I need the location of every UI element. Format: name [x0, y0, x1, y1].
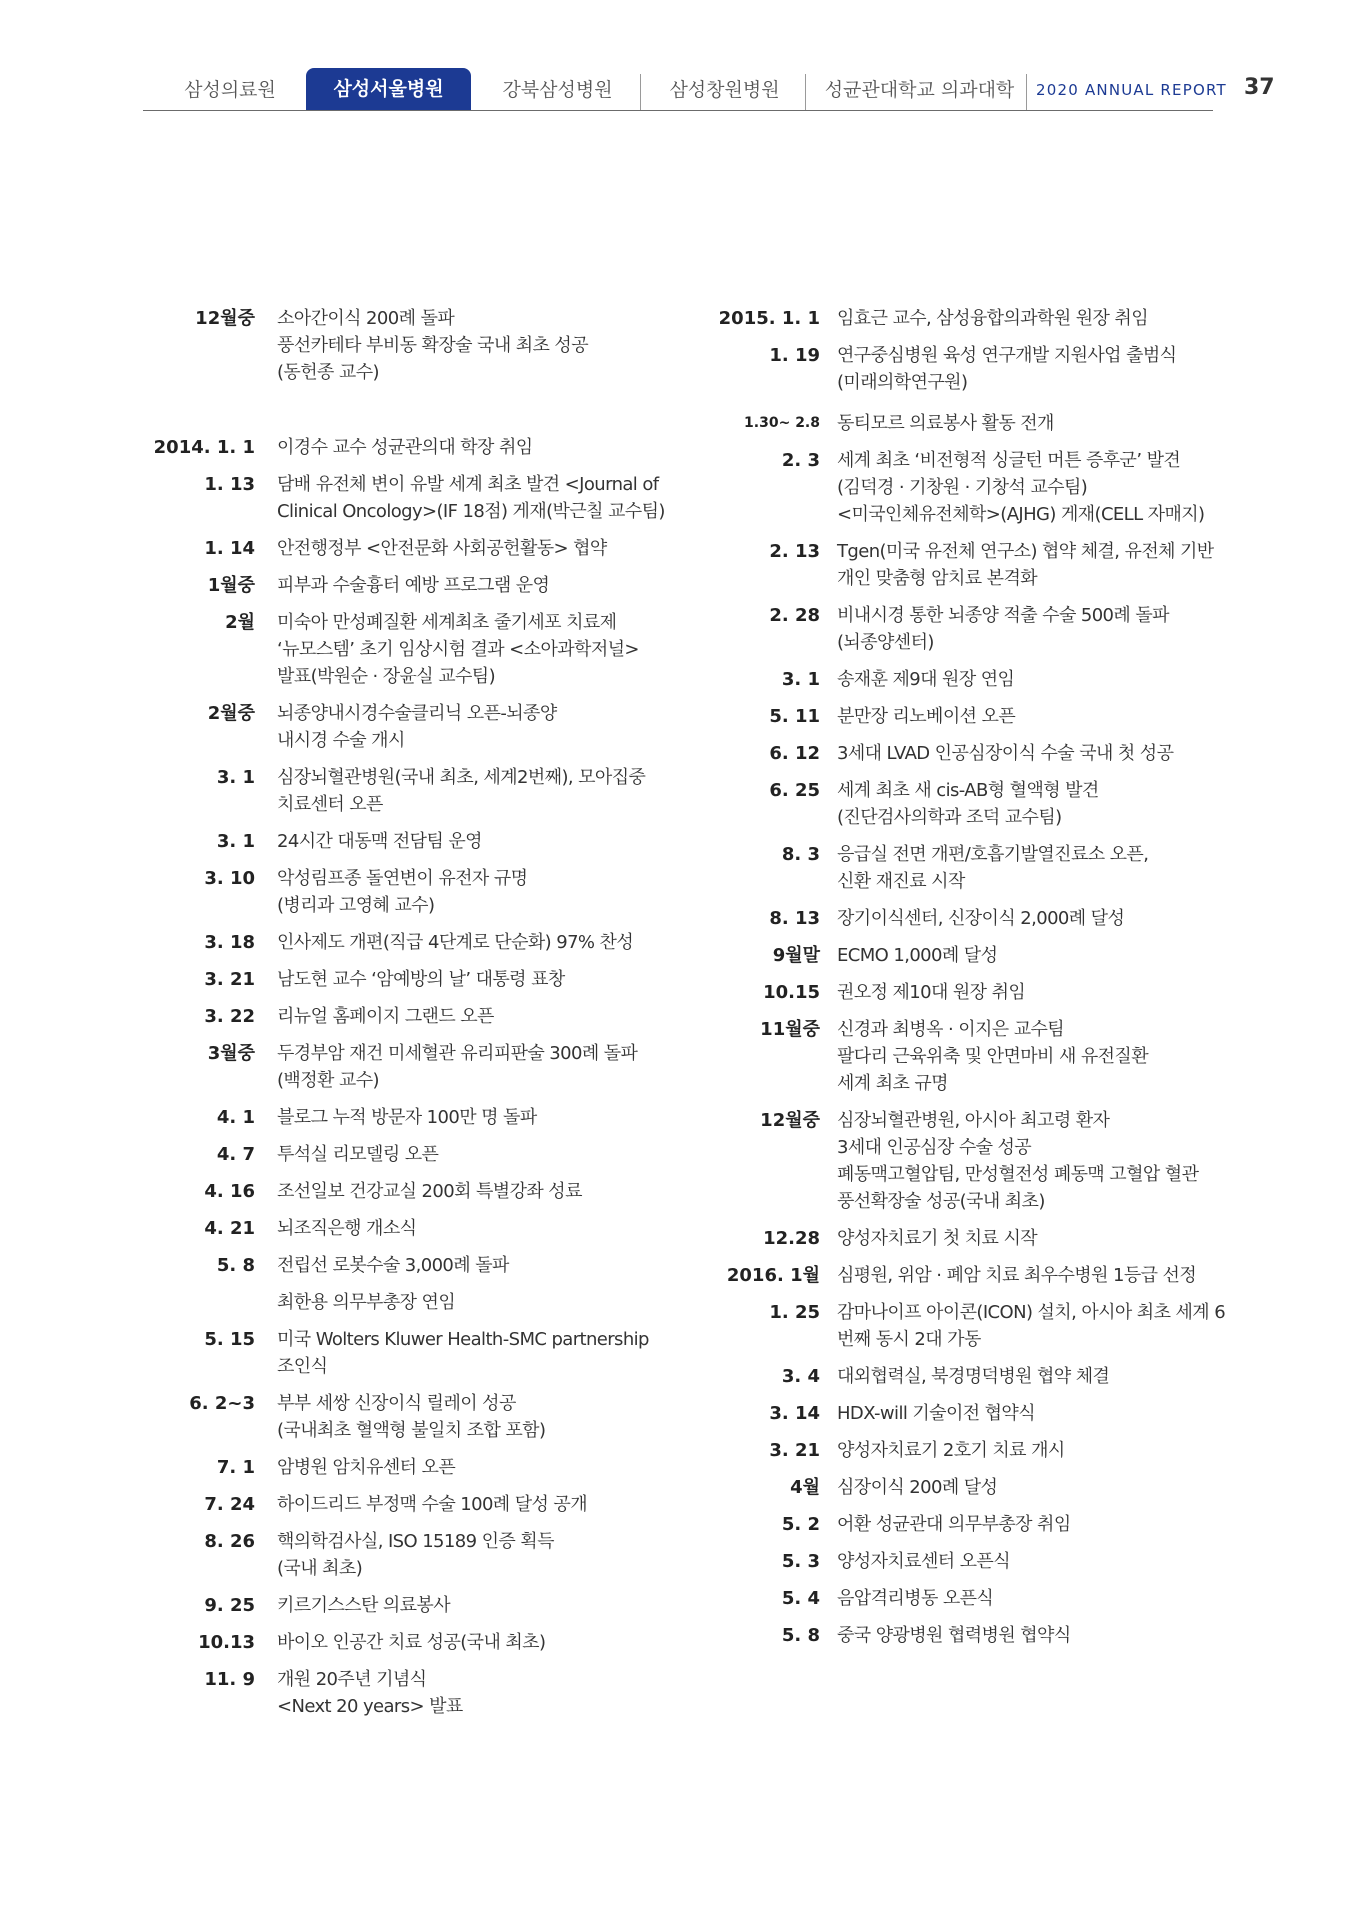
timeline-entry: [0, 1666, 680, 1720]
tab-divider: [1026, 74, 1027, 110]
entry-line: 미숙아 만성폐질환 세계최초 줄기세포 치료제: [277, 612, 617, 633]
entry-line: 두경부암 재건 미세혈관 유리피판술 300례 돌파: [277, 1043, 638, 1064]
entry-line: 키르기스스탄 의료봉사: [277, 1595, 451, 1616]
entry-line: 최한용 의무부총장 연임: [277, 1292, 456, 1313]
timeline-entry: [680, 447, 1240, 528]
entry-date: 2014. 1. 1: [153, 437, 255, 458]
entry-date: 10.13: [198, 1632, 255, 1653]
timeline-entry: [0, 1629, 680, 1656]
entry-line: 리뉴얼 홈페이지 그랜드 오픈: [277, 1006, 494, 1027]
entry-line: (동헌종 교수): [277, 362, 379, 383]
entry-text: [277, 929, 680, 956]
entry-line: 하이드리드 부정맥 수술 100례 달성 공개: [277, 1494, 587, 1515]
timeline-entry: [0, 700, 680, 754]
entry-line: 양성자치료기 첫 치료 시작: [837, 1228, 1038, 1249]
entry-date: 3. 1: [216, 831, 255, 852]
entry-text: [837, 1016, 1240, 1097]
entry-text: [277, 1528, 680, 1582]
entry-date: 5. 8: [216, 1255, 255, 1276]
timeline-entry: [0, 966, 680, 993]
entry-date: 9. 25: [204, 1595, 255, 1616]
timeline-entry: [680, 342, 1240, 396]
entry-line: <Next 20 years> 발표: [277, 1696, 463, 1717]
entry-line: ECMO 1,000례 달성: [837, 945, 998, 966]
entry-date: 9월말: [772, 945, 820, 966]
entry-text: [277, 1454, 680, 1481]
timeline-entry: [680, 1622, 1240, 1649]
timeline-entry: [0, 1390, 680, 1444]
timeline-entry: [680, 1016, 1240, 1097]
timeline-entry: [680, 1437, 1240, 1464]
entry-line: (뇌종양센터): [837, 632, 934, 653]
timeline-entry: [680, 1511, 1240, 1538]
entry-text: [277, 572, 680, 599]
entry-date: 3. 18: [204, 932, 255, 953]
timeline-entry: [0, 1528, 680, 1582]
entry-date: 3. 14: [769, 1403, 820, 1424]
entry-date: 1. 13: [204, 474, 255, 495]
entry-line: 악성림프종 돌연변이 유전자 규명: [277, 868, 528, 889]
entry-text: [837, 666, 1240, 693]
entry-text: [277, 471, 680, 525]
timeline-entry: [680, 1400, 1240, 1427]
timeline-entry: [680, 1548, 1240, 1575]
timeline-entry: [0, 1040, 680, 1094]
entry-date: 8. 26: [204, 1531, 255, 1552]
entry-text: [837, 1299, 1240, 1353]
entry-date: 2. 28: [769, 605, 820, 626]
entry-date: 3. 1: [781, 669, 820, 690]
entry-text: [837, 1225, 1240, 1252]
entry-date: 1. 14: [204, 538, 255, 559]
page-number: 37: [1244, 75, 1275, 100]
timeline-entry: [680, 1107, 1240, 1215]
timeline-entry: [0, 764, 680, 818]
entry-text: [277, 1003, 680, 1030]
page-header: [0, 0, 1357, 120]
entry-date: 2. 13: [769, 541, 820, 562]
entry-date: 2016. 1월: [726, 1265, 820, 1286]
timeline-entry: [0, 1289, 680, 1316]
entry-line: (국내최초 혈액형 불일치 조합 포함): [277, 1420, 546, 1441]
entry-text: [277, 1252, 680, 1279]
entry-date: 3. 21: [769, 1440, 820, 1461]
tab-samsung-changwon-hospital[interactable]: 삼성창원병원: [669, 79, 780, 101]
entry-line: 소아간이식 200례 돌파: [277, 308, 455, 329]
timeline-entry: [0, 1003, 680, 1030]
entry-line: 담배 유전체 변이 유발 세계 최초 발견 <Journal of: [277, 474, 659, 495]
entry-date: 5. 11: [769, 706, 820, 727]
entry-line: 미국 Wolters Kluwer Health-SMC partnership: [277, 1329, 649, 1350]
entry-text: [837, 942, 1240, 969]
entry-line: 심장이식 200례 달성: [837, 1477, 998, 1498]
entry-date: 1.30~ 2.8: [744, 415, 820, 431]
timeline-entry: [0, 1252, 680, 1279]
entry-line: 심장뇌혈관병원(국내 최초, 세계2번째), 모아집중: [277, 767, 646, 788]
entry-date: 5. 4: [781, 1588, 820, 1609]
entry-text: [837, 342, 1240, 396]
entry-line: 동티모르 의료봉사 활동 전개: [837, 413, 1054, 434]
entry-text: [837, 1107, 1240, 1215]
entry-line: 신환 재진료 시작: [837, 871, 965, 892]
entry-text: [837, 538, 1240, 592]
entry-date: 2월중: [207, 703, 255, 724]
timeline-entry: [0, 865, 680, 919]
report-title: 2020 ANNUAL REPORT: [1036, 81, 1227, 99]
entry-line: 양성자치료센터 오픈식: [837, 1551, 1011, 1572]
entry-line: 세계 최초 새 cis-AB형 혈액형 발견: [837, 780, 1099, 801]
entry-text: [837, 740, 1240, 767]
entry-text: [837, 410, 1240, 437]
header-rule: [143, 110, 1213, 111]
entry-line: 풍선카테타 부비동 확장술 국내 최초 성공: [277, 335, 589, 356]
entry-line: 개원 20주년 기념식: [277, 1669, 427, 1690]
entry-line: 임효근 교수, 삼성융합의과학원 원장 취임: [837, 308, 1149, 329]
entry-date: 5. 2: [781, 1514, 820, 1535]
timeline-entry: [0, 929, 680, 956]
entry-date: 12월중: [760, 1110, 820, 1131]
entry-text: [837, 1622, 1240, 1649]
entry-line: 분만장 리노베이션 오픈: [837, 706, 1016, 727]
entry-line: 풍선확장술 성공(국내 최초): [837, 1191, 1045, 1212]
entry-text: [277, 865, 680, 919]
entry-line: 부부 세쌍 신장이식 릴레이 성공: [277, 1393, 516, 1414]
tab-skku-medicine[interactable]: 성균관대학교 의과대학: [824, 79, 1015, 101]
entry-line: (국내 최초): [277, 1558, 363, 1579]
entry-line: 치료센터 오픈: [277, 794, 383, 815]
entry-text: [277, 434, 680, 461]
entry-date: 8. 13: [769, 908, 820, 929]
entry-date: 6. 25: [769, 780, 820, 801]
entry-date: 3. 21: [204, 969, 255, 990]
entry-text: [277, 1141, 680, 1168]
entry-date: 4. 1: [216, 1107, 255, 1128]
timeline-entry: [680, 1262, 1240, 1289]
entry-date: 10.15: [763, 982, 820, 1003]
entry-line: 음압격리병동 오픈식: [837, 1588, 994, 1609]
entry-date: 6. 12: [769, 743, 820, 764]
timeline-entry: [680, 1474, 1240, 1501]
entry-date: 5. 3: [781, 1551, 820, 1572]
entry-line: 안전행정부 <안전문화 사회공헌활동> 협약: [277, 538, 607, 559]
entry-line: 연구중심병원 육성 연구개발 지원사업 출범식: [837, 345, 1177, 366]
entry-date: 3. 1: [216, 767, 255, 788]
entry-line: 핵의학검사실, ISO 15189 인증 획득: [277, 1531, 554, 1552]
entry-line: 신경과 최병옥 · 이지은 교수팀: [837, 1019, 1065, 1040]
entry-text: [277, 1289, 680, 1316]
entry-line: 감마나이프 아이콘(ICON) 설치, 아시아 최초 세계 6: [837, 1302, 1226, 1323]
entry-date: 7. 24: [204, 1494, 255, 1515]
entry-line: 뇌종양내시경수술클리닉 오픈-뇌종양: [277, 703, 557, 724]
entry-date: 4. 16: [204, 1181, 255, 1202]
entry-line: ‘뉴모스템’ 초기 임상시험 결과 <소아과학저널>: [277, 639, 639, 660]
entry-line: Tgen(미국 유전체 연구소) 협약 체결, 유전체 기반: [837, 541, 1214, 562]
timeline-entry: [0, 434, 680, 461]
entry-text: [837, 1262, 1240, 1289]
timeline-entry: [0, 1326, 680, 1380]
entry-text: [837, 1437, 1240, 1464]
entry-line: HDX-will 기술이전 협약식: [837, 1403, 1036, 1424]
entry-line: 투석실 리모델링 오픈: [277, 1144, 439, 1165]
timeline-entry: [680, 602, 1240, 656]
entry-date: 2. 3: [781, 450, 820, 471]
entry-text: [837, 905, 1240, 932]
timeline-entry: [0, 609, 680, 690]
entry-date: 8. 3: [781, 844, 820, 865]
timeline-entry: [680, 1363, 1240, 1390]
timeline-entry: [0, 1215, 680, 1242]
entry-text: [837, 979, 1240, 1006]
entry-date: 5. 15: [204, 1329, 255, 1350]
entry-date: 3. 4: [781, 1366, 820, 1387]
entry-line: (병리과 고영혜 교수): [277, 895, 435, 916]
entry-line: 암병원 암치유센터 오픈: [277, 1457, 456, 1478]
timeline-entry: [0, 1141, 680, 1168]
tab-samsung-medical-center[interactable]: 삼성의료원: [184, 79, 276, 101]
entry-line: 응급실 전면 개편/호흡기발열진료소 오픈,: [837, 844, 1149, 865]
entry-date: 6. 2~3: [189, 1393, 255, 1414]
entry-text: [277, 1040, 680, 1094]
entry-line: 세계 최초 ‘비전형적 싱글턴 머튼 증후군’ 발견: [837, 450, 1181, 471]
entry-line: Clinical Oncology>(IF 18점) 게재(박근칠 교수팀): [277, 501, 665, 522]
timeline-entry: [680, 942, 1240, 969]
entry-text: [837, 447, 1240, 528]
entry-line: 바이오 인공간 치료 성공(국내 최초): [277, 1632, 546, 1653]
entry-date: 3월중: [207, 1043, 255, 1064]
entry-line: (백정환 교수): [277, 1070, 379, 1091]
entry-text: [277, 1390, 680, 1444]
entry-text: [277, 1104, 680, 1131]
timeline-entry: [680, 1299, 1240, 1353]
timeline-entry: [680, 841, 1240, 895]
entry-line: 조인식: [277, 1356, 328, 1377]
entry-line: 인사제도 개편(직급 4단계로 단순화) 97% 찬성: [277, 932, 634, 953]
entry-line: 심장뇌혈관병원, 아시아 최고령 환자: [837, 1110, 1110, 1131]
entry-text: [837, 1363, 1240, 1390]
entry-line: 팔다리 근육위축 및 안면마비 새 유전질환: [837, 1046, 1149, 1067]
timeline-entry: [680, 410, 1240, 437]
timeline-entry: [0, 471, 680, 525]
entry-date: 1. 25: [769, 1302, 820, 1323]
timeline-entry: [680, 979, 1240, 1006]
entry-text: [277, 609, 680, 690]
entry-text: [277, 1666, 680, 1720]
entry-text: [277, 1629, 680, 1656]
entry-line: <미국인체유전체학>(AJHG) 게재(CELL 자매지): [837, 504, 1205, 525]
entry-text: [277, 1326, 680, 1380]
timeline-entry: [0, 1491, 680, 1518]
entry-date: 2015. 1. 1: [718, 308, 820, 329]
entry-date: 7. 1: [216, 1457, 255, 1478]
timeline-entry: [680, 1225, 1240, 1252]
entry-text: [277, 764, 680, 818]
entry-text: [277, 700, 680, 754]
entry-line: 중국 양광병원 협력병원 협약식: [837, 1625, 1071, 1646]
entry-date: 11월중: [760, 1019, 820, 1040]
entry-date: 2월: [225, 612, 255, 633]
tab-samsung-seoul-hospital[interactable]: 삼성서울병원: [306, 68, 471, 110]
entry-line: 발표(박원순 · 장윤실 교수팀): [277, 666, 495, 687]
timeline-entry: [0, 1592, 680, 1619]
entry-date: 1월중: [207, 575, 255, 596]
timeline-entry: [680, 905, 1240, 932]
timeline-entry: [680, 305, 1240, 332]
timeline-left-column: [0, 305, 680, 1730]
entry-text: [837, 1511, 1240, 1538]
entry-date: 4. 7: [216, 1144, 255, 1165]
entry-line: 뇌조직은행 개소식: [277, 1218, 417, 1239]
entry-line: 이경수 교수 성균관의대 학장 취임: [277, 437, 533, 458]
entry-line: 블로그 누적 방문자 100만 명 돌파: [277, 1107, 537, 1128]
entry-line: 어환 성균관대 의무부총장 취임: [837, 1514, 1071, 1535]
entry-date: 4. 21: [204, 1218, 255, 1239]
entry-text: [837, 1548, 1240, 1575]
entry-text: [837, 703, 1240, 730]
entry-date: 1. 19: [769, 345, 820, 366]
entry-line: 조선일보 건강교실 200회 특별강좌 성료: [277, 1181, 582, 1202]
entry-text: [277, 1491, 680, 1518]
entry-date: 12.28: [763, 1228, 820, 1249]
entry-line: 장기이식센터, 신장이식 2,000례 달성: [837, 908, 1125, 929]
timeline-entry: [680, 740, 1240, 767]
entry-line: 3세대 LVAD 인공심장이식 수술 국내 첫 성공: [837, 743, 1174, 764]
timeline-entry: [680, 703, 1240, 730]
entry-line: 권오정 제10대 원장 취임: [837, 982, 1026, 1003]
entry-line: 피부과 수술흉터 예방 프로그램 운영: [277, 575, 550, 596]
timeline-entry: [680, 538, 1240, 592]
timeline-entry: [0, 305, 680, 386]
timeline-entry: [680, 666, 1240, 693]
entry-line: 3세대 인공심장 수술 성공: [837, 1137, 1032, 1158]
entry-line: (김덕경 · 기창원 · 기창석 교수팀): [837, 477, 1088, 498]
entry-line: (미래의학연구원): [837, 372, 968, 393]
entry-line: 세계 최초 규명: [837, 1073, 948, 1094]
entry-text: [837, 1400, 1240, 1427]
entry-text: [277, 1592, 680, 1619]
timeline-entry: [680, 777, 1240, 831]
entry-line: 폐동맥고혈압팀, 만성혈전성 폐동맥 고혈압 혈관: [837, 1164, 1199, 1185]
entry-text: [837, 1474, 1240, 1501]
entry-line: 비내시경 통한 뇌종양 적출 수술 500례 돌파: [837, 605, 1169, 626]
timeline-entry: [0, 535, 680, 562]
entry-text: [277, 966, 680, 993]
entry-date: 5. 8: [781, 1625, 820, 1646]
timeline-entry: [0, 828, 680, 855]
entry-line: 송재훈 제9대 원장 연임: [837, 669, 1015, 690]
timeline-entry: [0, 1104, 680, 1131]
timeline-entry: [0, 1454, 680, 1481]
entry-text: [837, 1585, 1240, 1612]
entry-date: 12월중: [195, 308, 255, 329]
entry-text: [277, 1215, 680, 1242]
timeline-entry: [0, 572, 680, 599]
entry-text: [837, 305, 1240, 332]
entry-line: 심평원, 위암 · 폐암 치료 최우수병원 1등급 선정: [837, 1265, 1197, 1286]
entry-line: 번째 동시 2대 가동: [837, 1329, 981, 1350]
entry-text: [277, 305, 680, 386]
entry-date: 4월: [790, 1477, 820, 1498]
entry-text: [277, 828, 680, 855]
entry-text: [837, 777, 1240, 831]
timeline-entry: [0, 1178, 680, 1205]
entry-line: 전립선 로봇수술 3,000례 돌파: [277, 1255, 509, 1276]
tab-divider: [640, 74, 641, 110]
entry-date: 3. 10: [204, 868, 255, 889]
entry-line: (진단검사의학과 조덕 교수팀): [837, 807, 1062, 828]
entry-line: 내시경 수술 개시: [277, 730, 405, 751]
entry-line: 남도현 교수 ‘암예방의 날’ 대통령 표창: [277, 969, 565, 990]
tab-divider: [805, 74, 806, 110]
entry-text: [277, 535, 680, 562]
entry-line: 대외협력실, 북경명덕병원 협약 체결: [837, 1366, 1110, 1387]
entry-line: 양성자치료기 2호기 치료 개시: [837, 1440, 1065, 1461]
entry-date: 3. 22: [204, 1006, 255, 1027]
entry-text: [837, 602, 1240, 656]
entry-line: 개인 맞춤형 암치료 본격화: [837, 568, 1038, 589]
entry-text: [277, 1178, 680, 1205]
timeline-entry: [680, 1585, 1240, 1612]
entry-date: 11. 9: [204, 1669, 255, 1690]
timeline-right-column: [680, 305, 1240, 1659]
entry-text: [837, 841, 1240, 895]
tab-kangbuk-samsung-hospital[interactable]: 강북삼성병원: [502, 79, 613, 101]
entry-line: 24시간 대동맥 전담팀 운영: [277, 831, 482, 852]
